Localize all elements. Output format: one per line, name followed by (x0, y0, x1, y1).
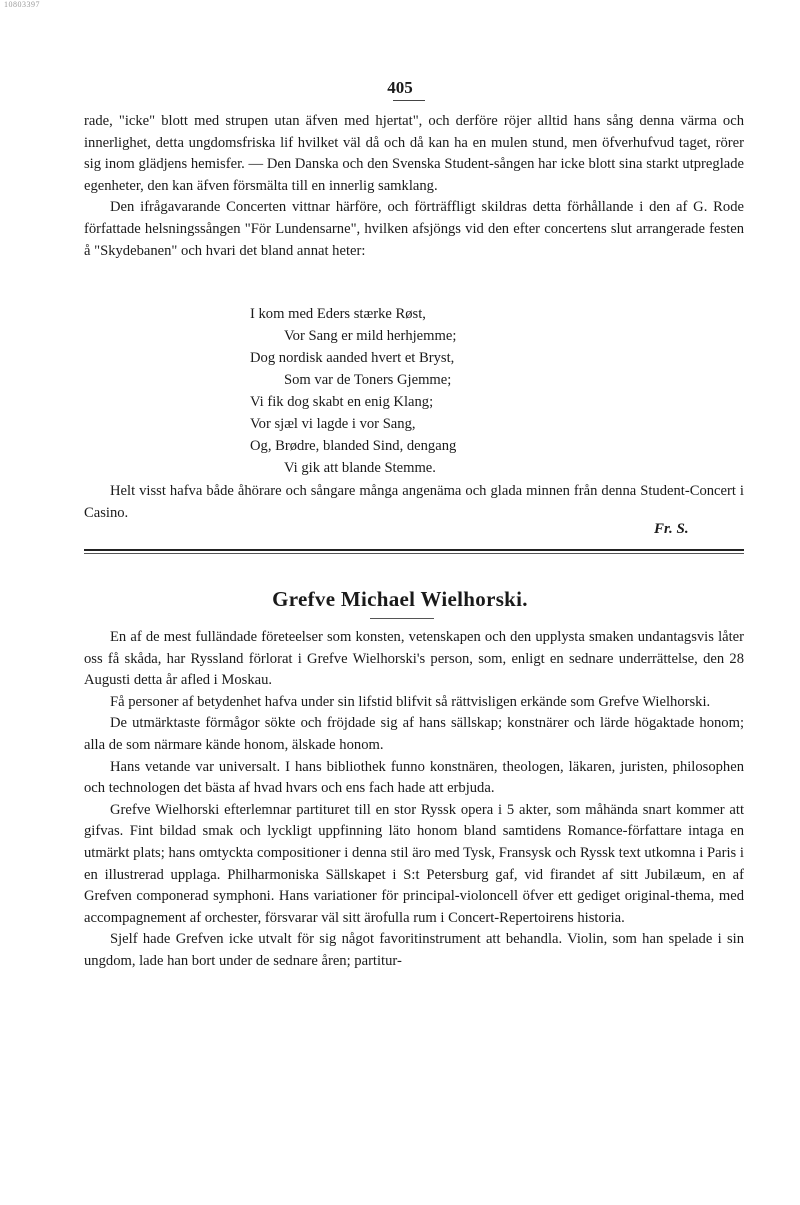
poem-line: I kom med Eders stærke Røst, (250, 306, 426, 322)
section2-paragraph-6: Sjelf hade Grefven icke utvalt för sig något favoritinstrument att behandla. Violin, som han spelade i sin ungdom, lade han bort under de sednare åren; partitur- (84, 931, 744, 969)
poem-line: Dog nordisk aanded hvert et Bryst, (250, 350, 455, 366)
section-divider-thin (84, 553, 744, 554)
poem-line: Vi fik dog skabt en enig Klang; (250, 394, 434, 410)
section2-paragraph-1: En af de mest fulländade företeelser som konsten, vetenskapen och den upplysta smaken undantagsvis låter oss få skåda, har Ryssland förlorat i Grefve Wielhorski's person, som, enligt en sednare underrättelse, den 28 Augusti detta år afled i Moskau. (84, 629, 744, 689)
section1-paragraph-1: rade, "icke" blott med strupen utan äfven med hjertat", och derföre röjer alltid hans sång denna värma och innerlighet, detta ungdomsfriska lif hvilket väl då och då kan ha en mulen stund, men öfverhufvud taget, rörer sig inom glädjens hemisfer. — Den Danska och den Svenska Student-sången har icke blott sina starkt utpreglade egenheter, den kan äfven försmälta till en innerlig samklang. (84, 113, 744, 194)
closing-block (84, 481, 744, 524)
section2-body (84, 627, 744, 973)
section2-paragraph-2: Få personer af betydenhet hafva under sin lifstid blifvit så rättvisligen erkände som Grefve Wielhorski. (110, 693, 711, 710)
scan-id: 10803397 (4, 0, 40, 9)
poem-line: Som var de Toners Gjemme; (284, 372, 452, 388)
signature: Fr. S. (654, 521, 689, 537)
page-number-underline (393, 100, 425, 101)
section2-paragraph-3: De utmärktaste förmågor sökte och fröjdade sig af hans sällskap; konstnärer och lärde högaktade honom; alla de som närmare kände honom, älskade honom. (84, 715, 744, 753)
poem-line: Vor Sang er mild herhjemme; (284, 328, 457, 344)
section-divider (84, 549, 744, 551)
poem-line: Vi gik att blande Stemme. (284, 460, 436, 476)
article-heading: Grefve Michael Wielhorski. (272, 587, 528, 611)
poem-line: Vor sjæl vi lagde i vor Sang, (250, 416, 416, 432)
closing-paragraph: Helt visst hafva både åhörare och sångare många angenäma och glada minnen från denna Student-Concert i Casino. (84, 483, 744, 521)
section2-paragraph-4: Hans vetande var universalt. I hans bibliothek funno konstnären, theologen, läkaren, juristen, philosophen och technologen det bästa af hvad hvars och ens fach hade att erbjuda. (84, 758, 744, 797)
heading-underline (370, 618, 434, 619)
page-number: 405 (387, 78, 413, 97)
section2-paragraph-5: Grefve Wielhorski efterlemnar partituret till en stor Ryssk opera i 5 akter, som måhända snart kommer att gifvas. Fint bildad smak och lyckligt uppfinning läto honom bland samtidens Romance-författare intaga en utmärkt plats; hans omtyckta compositioner i denna stil äro med Tysk, Fransysk och Ryssk text utkomna i Paris i en illustrerad upplaga. Philharmoniska Sällskapet i S:t Petersburg gaf, vid firandet af sitt Jubilæum, en af Grefven componerad symphoni. Hans variationer för principal-violoncell öfver ett gediget original-thema, med accompagnement af orchester, försvarar väl sitt ärofulla rum i Concert-Repertoirens historia. (84, 801, 744, 926)
poem-line: Og, Brødre, blanded Sind, dengang (250, 438, 457, 454)
section1-paragraph-2: Den ifrågavarande Concerten vittnar härföre, och förträffligt skildras detta förhållande i den af G. Rode författade helsningssången "För Lundensarne", hvilken afsjöngs vid den efter concertens slut arrangerade festen å "Skydebanen" och hvari det bland annat heter: (84, 199, 744, 259)
poem (250, 303, 610, 479)
section1-body (84, 111, 744, 262)
